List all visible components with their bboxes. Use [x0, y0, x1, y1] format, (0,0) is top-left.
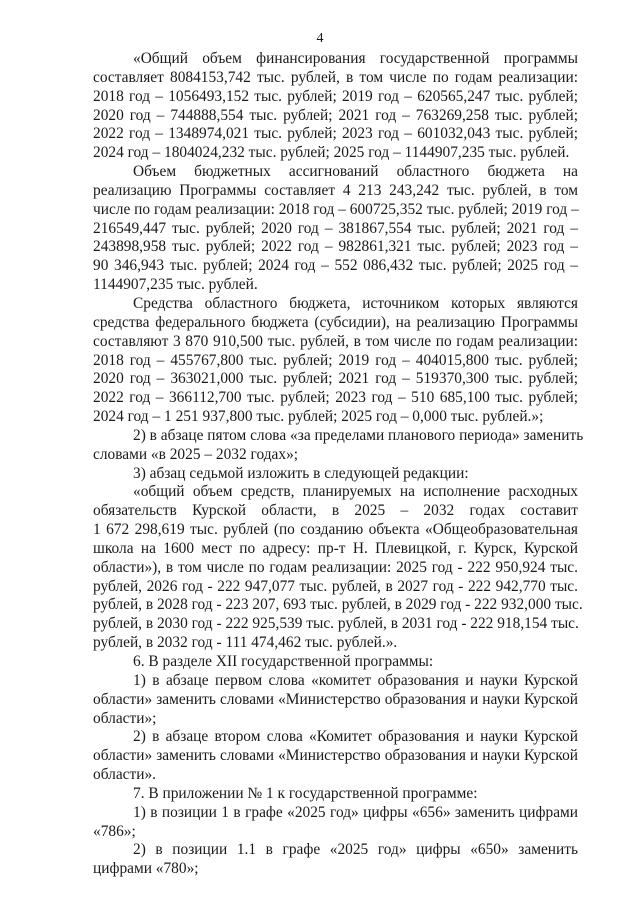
- paragraph: [93, 483, 583, 653]
- paragraph: [93, 785, 578, 804]
- paragraph-line: 2024 год – 1804024,232 тыс. рублей; 2025 год – 1144907,235 тыс. рублей.: [93, 144, 570, 162]
- paragraph-line: 3) абзац седьмой изложить в следующей редакции:: [133, 464, 469, 482]
- paragraph-line: 2024 год – 1 251 937,800 тыс. рублей; 2025 год – 0,000 тыс. рублей.»;: [93, 408, 544, 426]
- paragraph-line: рублей, 2026 год - 222 947,077 тыс. рублей, в 2027 год - 222 942,770 тыс.: [93, 577, 578, 595]
- paragraph-line: 2) в абзаце пятом слова «за пределами планового периода» заменить: [133, 426, 584, 444]
- paragraph-line: 2) в позиции 1.1 в графе «2025 год» цифры «650» заменить: [133, 841, 578, 859]
- paragraph-line: Объем бюджетных ассигнований областного бюджета на: [133, 163, 578, 181]
- paragraph-line: 2022 год – 366112,700 тыс. рублей; 2023 год – 510 685,100 тыс. рублей;: [93, 389, 578, 407]
- paragraph-line: составляет 8084153,742 тыс. рублей, в том числе по годам реализации:: [93, 68, 578, 86]
- paragraph-line: 2018 год – 1056493,152 тыс. рублей; 2019 год – 620565,247 тыс. рублей;: [93, 87, 578, 105]
- paragraph: [93, 426, 584, 465]
- page-number: 4: [316, 31, 324, 46]
- paragraph-line: обязательств Курской области, в 2025 – 2032 годах составит: [93, 502, 578, 520]
- document-body: [93, 50, 584, 879]
- paragraph-line: рублей, в 2030 год - 222 925,539 тыс. рублей, в 2031 год - 222 918,154 тыс.: [93, 615, 579, 633]
- paragraph-line: рублей, в 2032 год - 111 474,462 тыс. рублей.».: [93, 634, 398, 652]
- paragraph-line: словами «в 2025 – 2032 годах»;: [93, 445, 299, 463]
- paragraph-line: 1 672 298,619 тыс. рублей (по созданию объекта «Общеобразовательная: [93, 521, 578, 539]
- paragraph-line: области».: [93, 766, 156, 784]
- paragraph-line: 90 346,943 тыс. рублей; 2024 год – 552 086,432 тыс. рублей; 2025 год –: [93, 257, 578, 275]
- paragraph-line: 1) в абзаце первом слова «комитет образования и науки Курской: [133, 671, 578, 689]
- paragraph-line: 2020 год – 363021,000 тыс. рублей; 2021 год – 519370,300 тыс. рублей;: [93, 370, 578, 388]
- paragraph-line: реализацию Программы составляет 4 213 243,242 тыс. рублей, в том: [93, 181, 578, 199]
- paragraph-line: числе по годам реализации: 2018 год – 600725,352 тыс. рублей; 2019 год –: [93, 200, 579, 218]
- paragraph-line: 2020 год – 744888,554 тыс. рублей; 2021 год – 763269,258 тыс. рублей;: [93, 106, 578, 124]
- paragraph-line: 7. В приложении № 1 к государственной программе:: [133, 784, 478, 802]
- paragraph-line: 6. В разделе XII государственной программы:: [133, 653, 434, 670]
- paragraph: [93, 672, 578, 729]
- paragraph: [93, 50, 578, 163]
- paragraph-line: 2) в абзаце втором слова «Комитет образования и науки Курской: [133, 728, 578, 746]
- paragraph-line: 216549,447 тыс. рублей; 2020 год – 381867,554 тыс. рублей; 2021 год –: [93, 219, 578, 237]
- paragraph-line: «Общий объем финансирования государственной программы: [133, 50, 578, 67]
- paragraph-line: области»), в том числе по годам реализации: 2025 год - 222 950,924 тыс.: [93, 558, 578, 576]
- paragraph-line: 1144907,235 тыс. рублей.: [93, 276, 258, 294]
- paragraph-line: средства федерального бюджета (субсидии), на реализацию Программы: [93, 313, 578, 331]
- paragraph: [93, 295, 578, 427]
- paragraph-line: Средства областного бюджета, источником которых являются: [133, 294, 578, 312]
- paragraph: [93, 465, 578, 484]
- paragraph-line: составляют 3 870 910,500 тыс. рублей, в том числе по годам реализации:: [93, 332, 578, 350]
- paragraph: [93, 804, 578, 842]
- paragraph-line: 2018 год – 455767,800 тыс. рублей; 2019 год – 404015,800 тыс. рублей;: [93, 351, 578, 369]
- paragraph-line: 1) в позиции 1 в графе «2025 год» цифры «656» заменить цифрами: [133, 803, 578, 821]
- paragraph: [93, 163, 578, 295]
- paragraph: [93, 728, 578, 785]
- paragraph-line: области» заменить словами «Министерство образования и науки Курской: [93, 690, 578, 708]
- paragraph-line: «общий объем средств, планируемых на исполнение расходных: [133, 483, 578, 501]
- paragraph-line: 2022 год – 1348974,021 тыс. рублей; 2023 год – 601032,043 тыс. рублей;: [93, 125, 578, 143]
- paragraph-line: 243898,958 тыс. рублей; 2022 год – 982861,321 тыс. рублей; 2023 год –: [93, 238, 578, 256]
- paragraph-line: «786»;: [93, 822, 136, 840]
- paragraph-line: области» заменить словами «Министерство образования и науки Курской: [93, 747, 578, 765]
- paragraph-line: области»;: [93, 709, 157, 727]
- paragraph-line: цифрами «780»;: [93, 860, 199, 878]
- paragraph: [93, 653, 578, 672]
- paragraph: [93, 841, 578, 879]
- paragraph-line: рублей, в 2028 год - 223 207, 693 тыс. рублей, в 2029 год - 222 932,000 тыс.: [93, 596, 583, 614]
- paragraph-line: школа на 1600 мест по адресу: пр-т Н. Плевицкой, г. Курск, Курской: [93, 539, 578, 557]
